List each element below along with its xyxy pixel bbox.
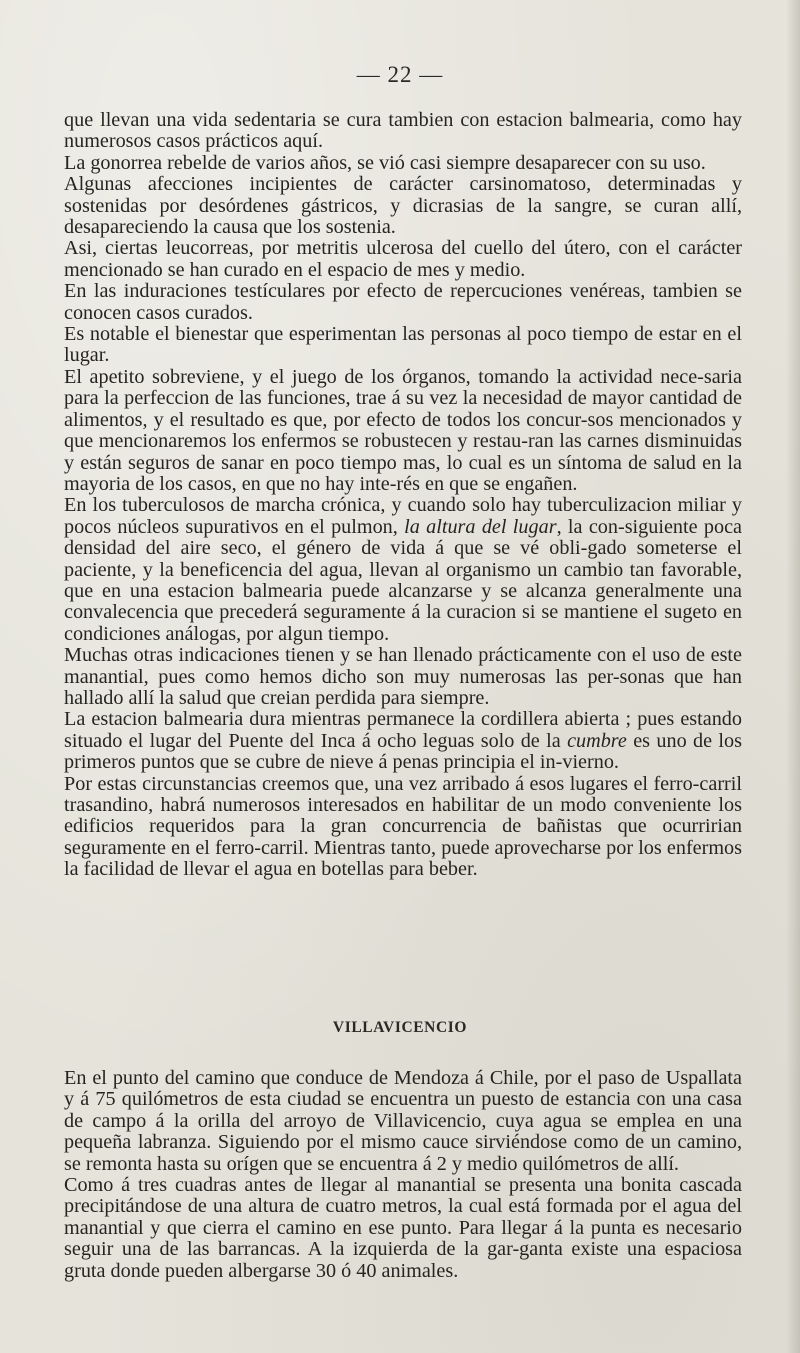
page-edge-shadow xyxy=(786,0,800,1353)
text-run: La estacion balmearia dura mientras permanece la cordillera abierta ; pues estando situado el lugar del Puente del Inca á ocho leguas solo de la xyxy=(64,708,742,752)
main-text-block xyxy=(64,110,742,881)
paragraph: Asi, ciertas leucorreas, por metritis ulcerosa del cuello del útero, con el carácter mencionado se han curado en el espacio de mes y medio. xyxy=(64,237,742,281)
paragraph-tuberculosis xyxy=(64,495,742,645)
italic-word: cumbre xyxy=(567,729,627,752)
text-run: es uno de los primeros puntos que se cubre de nieve á penas principia el in-vierno. xyxy=(64,729,742,774)
paragraph: Como á tres cuadras antes de llegar al manantial se presenta una bonita cascada precipitándose de una altura de cuatro metros, la cual está formada por el agua del manantial y que cierra el camino en ese punto. Para llegar á la punta es necesario seguir una de las barrancas. A la izquierda de la gar-ganta existe una espaciosa gruta donde pueden albergarse 30 ó 40 animales. xyxy=(64,1174,742,1282)
page-number: — 22 — xyxy=(356,62,444,87)
italic-phrase: la altura del lugar xyxy=(404,515,557,538)
text-run: En los tuberculosos de marcha crónica, y cuando solo hay tuberculizacion miliar y pocos núcleos supurativos en el pulmon, xyxy=(64,494,742,538)
paragraph-railway: Por estas circunstancias creemos que, una vez arribado á esos lugares el ferro-carril trasandino, habrá numerosos interesados en habilitar de un modo conveniente los edificios requeridos para la gran concurrencia de bañistas que ocurririan seguramente en el ferro-carril. Mientras tanto, puede aprovecharse por los enfermos la facilidad de llevar el agua en botellas para beber. xyxy=(64,772,742,881)
paragraph-indications: Muchas otras indicaciones tienen y se han llenado prácticamente con el uso de este manantial, pues como hemos dicho son muy numerosas las per-sonas que han hallado allí la salud que creian perdida para siempre. xyxy=(64,644,742,709)
section-heading: VILLAVICENCIO xyxy=(332,1019,468,1036)
paragraph: Algunas afecciones incipientes de carácter carsinomatoso, determinadas y sostenidas por desórdenes gástricos, y dicrasias de la sangre, se curan allí, desapareciendo la causa que los sostenia. xyxy=(64,173,742,239)
paragraph: Es notable el bienestar que esperimentan las personas al poco tiempo de estar en el lugar. xyxy=(64,323,742,367)
paragraph: El apetito sobreviene, y el juego de los órganos, tomando la actividad nece-saria para la perfeccion de las funciones, trae á su vez la necesidad de mayor cantidad de alimentos, y el resultado es que, por efecto de todos los concur-sos mencionados y que mencionaremos los enfermos se robustecen y restau-ran las carnes disminuidas y están seguros de sanar en poco tiempo mas, lo cual es un síntoma de salud en la mayoria de los casos, en que no hay inte-rés en que se engañen. xyxy=(64,365,742,495)
paragraph-season xyxy=(64,709,742,773)
paragraph: En las induraciones testículares por efecto de repercuciones venéreas, tambien se conocen casos curados. xyxy=(64,280,742,324)
paragraph: que llevan una vida sedentaria se cura tambien con estacion balmearia, como hay numerosos casos prácticos aquí. xyxy=(64,109,742,153)
paragraph: En el punto del camino que conduce de Mendoza á Chile, por el paso de Uspallata y á 75 quilómetros de esta ciudad se encuentra un puesto de estancia con una casa de campo á la orilla del arroyo de Villavicencio, cuya agua se emplea en una pequeña labranza. Siguiendo por el mismo cauce sirviéndose como de un camino, se remonta hasta su orígen que se encuentra á 2 y medio quilómetros de allí. xyxy=(64,1067,742,1175)
section-text-block xyxy=(64,1068,742,1282)
paragraph: La gonorrea rebelde de varios años, se vió casi siempre desaparecer con su uso. xyxy=(64,151,706,174)
text-run: , la con-siguiente poca densidad del aire seco, el género de vida á que se vé obli-gado someterse el paciente, y la beneficencia del agua, llevan al organismo un cambio tan favorable, que en una estacion balmearia puede alcanzarse y se alcanza generalmente una convalecencia que precederá seguramente á la curacion si se mantiene el sugeto en condiciones análogas, por algun tiempo. xyxy=(64,515,743,645)
